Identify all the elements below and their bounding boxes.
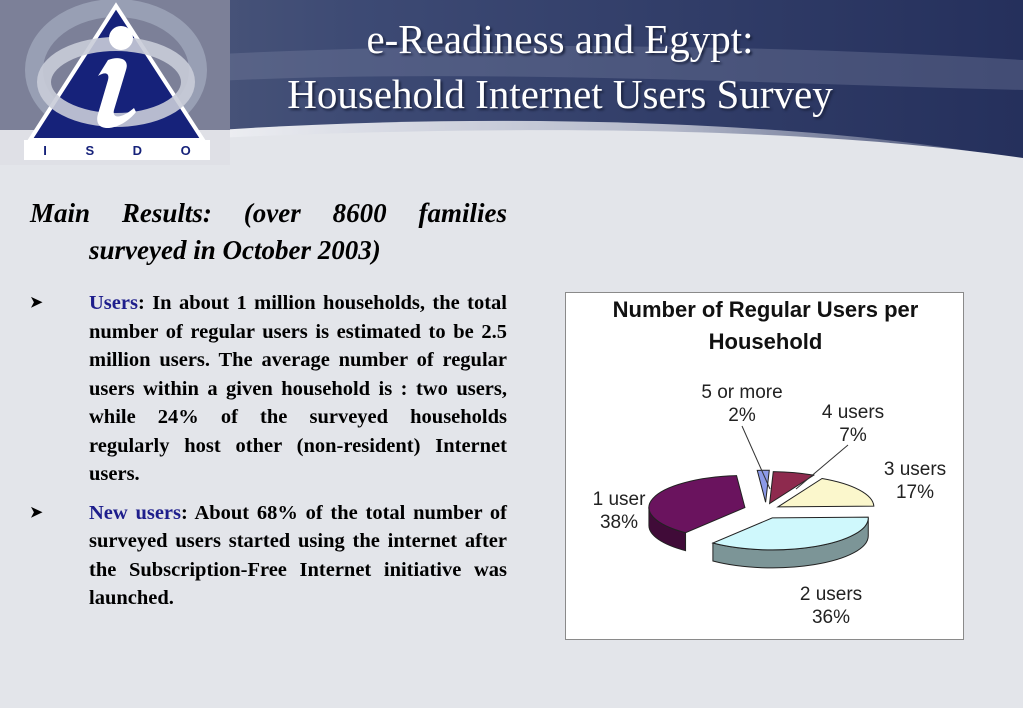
slice-label-value: 7% [839, 425, 867, 446]
bullet-key: Users [89, 292, 138, 314]
label-leader-line [742, 426, 770, 489]
slice-label-value: 36% [811, 607, 851, 628]
isdo-logo [18, 0, 223, 163]
bullet-text: : About 68% of the total number of surveyed users started using the internet after the Subscription-Free Internet initiative was launched. [89, 501, 507, 609]
pie-slice-label [559, 488, 679, 534]
pie-slice-label [793, 401, 913, 447]
logo-letter: D [132, 142, 143, 158]
pie-slice-label [682, 381, 802, 427]
bullet-users [30, 289, 507, 489]
bullet-key: New users [89, 501, 182, 524]
bullet-new-users [30, 499, 507, 613]
slice-label-name: 2 users [799, 584, 863, 605]
arrow-bullet-icon: ➤ [30, 295, 43, 311]
slice-label-name: 3 users [883, 459, 947, 480]
title-line-1: e-Readiness and Egypt: [366, 16, 754, 62]
slice-label-value: 38% [599, 512, 639, 533]
slice-label-value: 17% [895, 482, 935, 503]
slice-label-value: 2% [728, 405, 756, 426]
pie-slice [713, 517, 868, 568]
slice-label-name: 5 or more [701, 382, 783, 403]
logo-letter: I [43, 142, 47, 158]
slice-label-name: 4 users [821, 402, 885, 423]
bullet-text: : In about 1 million households, the total number of regular users is estimated to be 2.5 million users. The average number of regular users within a given household is : two users, while 24% of the surveyed households regularly host other (non-resident) Internet users. [89, 292, 507, 485]
pie-slice-label [855, 458, 975, 504]
arrow-bullet-icon: ➤ [30, 504, 43, 521]
section-heading: Main Results: (over 8600 families surveyed in October 2003) [30, 198, 507, 265]
chart-title-line-2: Household [708, 329, 823, 354]
main-results-text [30, 195, 507, 623]
chart-title-line-1: Number of Regular Users per [612, 297, 919, 322]
header-banner [0, 0, 1023, 165]
pie-slice-label [771, 583, 891, 629]
page-title [200, 12, 920, 122]
pie-chart [565, 292, 964, 640]
title-line-2: Household Internet Users Survey [287, 71, 833, 117]
slice-label-name: 1 user [592, 489, 646, 510]
logo-letter: S [85, 142, 95, 158]
logo-letter: O [180, 142, 191, 158]
